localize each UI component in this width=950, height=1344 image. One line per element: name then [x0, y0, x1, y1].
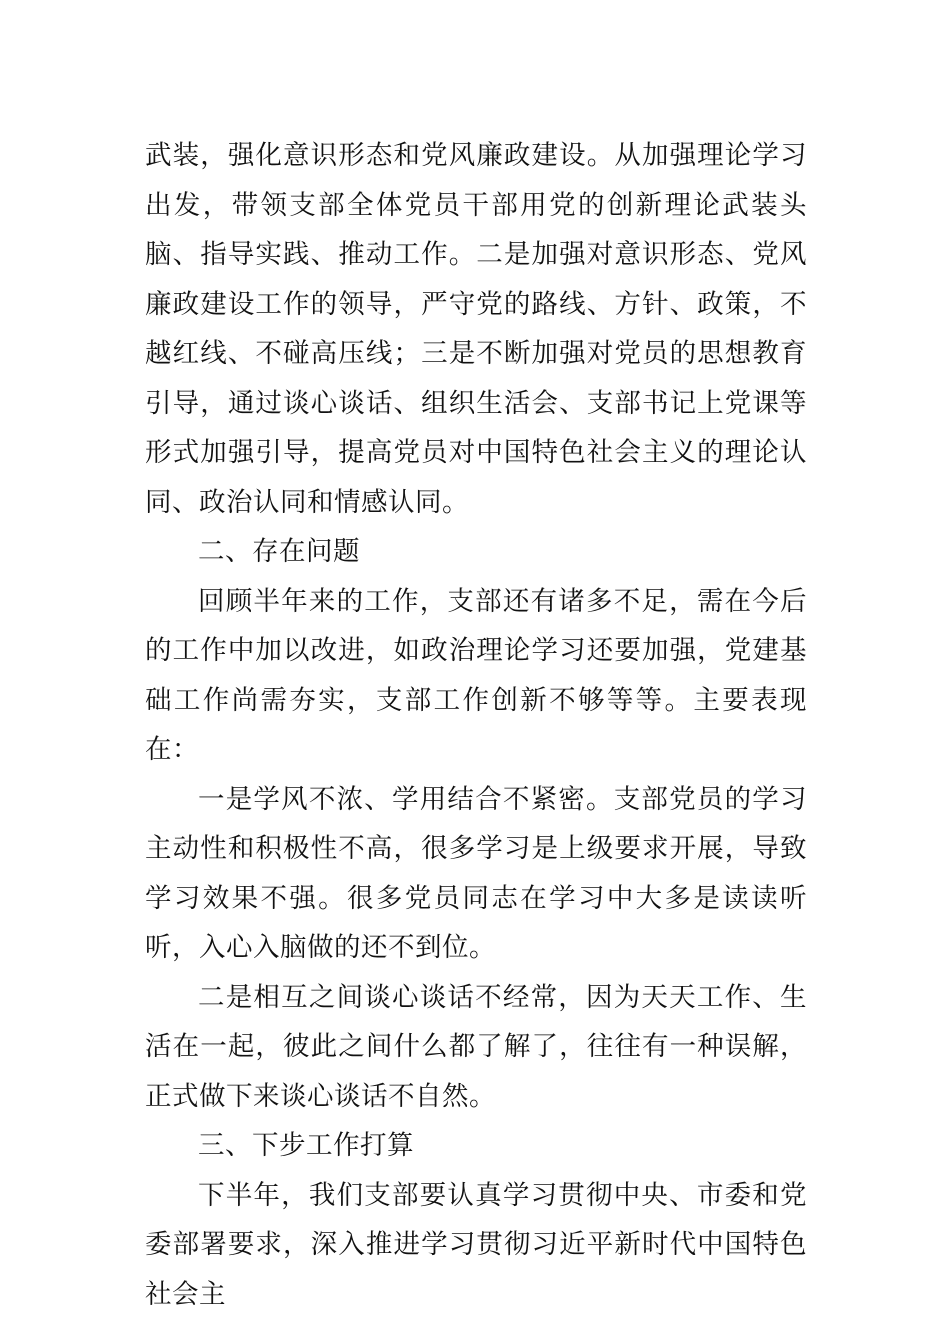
section-heading-problems: 二、存在问题: [198, 536, 360, 567]
paragraph-next-steps: 下半年，我们支部要认真学习贯彻中央、市委和党委部署要求，深入推进学习贯彻习近平新时代中国特色社会主: [145, 1179, 807, 1310]
section-heading-next-steps: 三、下步工作打算: [198, 1130, 414, 1161]
paragraph-continuation: 武装，强化意识形态和党风廉政建设。从加强理论学习出发，带领支部全体党员干部用党的创新理论武装头脑、指导实践、推动工作。二是加强对意识形态、党风廉政建设工作的领导，严守党的路线、方针、政策，不越红线、不碰高压线；三是不断加强对党员的思想教育引导，通过谈心谈话、组织生活会、支部书记上党课等形式加强引导，提高党员对中国特色社会主义的理论认同、政治认同和情感认同。: [145, 140, 807, 518]
document-body: [145, 131, 807, 1319]
paragraph-problem-two: 二是相互之间谈心谈话不经常，因为天天工作、生活在一起，彼此之间什么都了解了，往往有一种误解，正式做下来谈心谈话不自然。: [145, 981, 807, 1112]
paragraph-review: 回顾半年来的工作，支部还有诸多不足，需在今后的工作中加以改进，如政治理论学习还要加强，党建基础工作尚需夯实，支部工作创新不够等等。主要表现在：: [145, 585, 807, 765]
paragraph-problem-one: 一是学风不浓、学用结合不紧密。支部党员的学习主动性和积极性不高，很多学习是上级要求开展，导致学习效果不强。很多党员同志在学习中大多是读读听听，入心入脑做的还不到位。: [145, 783, 807, 963]
